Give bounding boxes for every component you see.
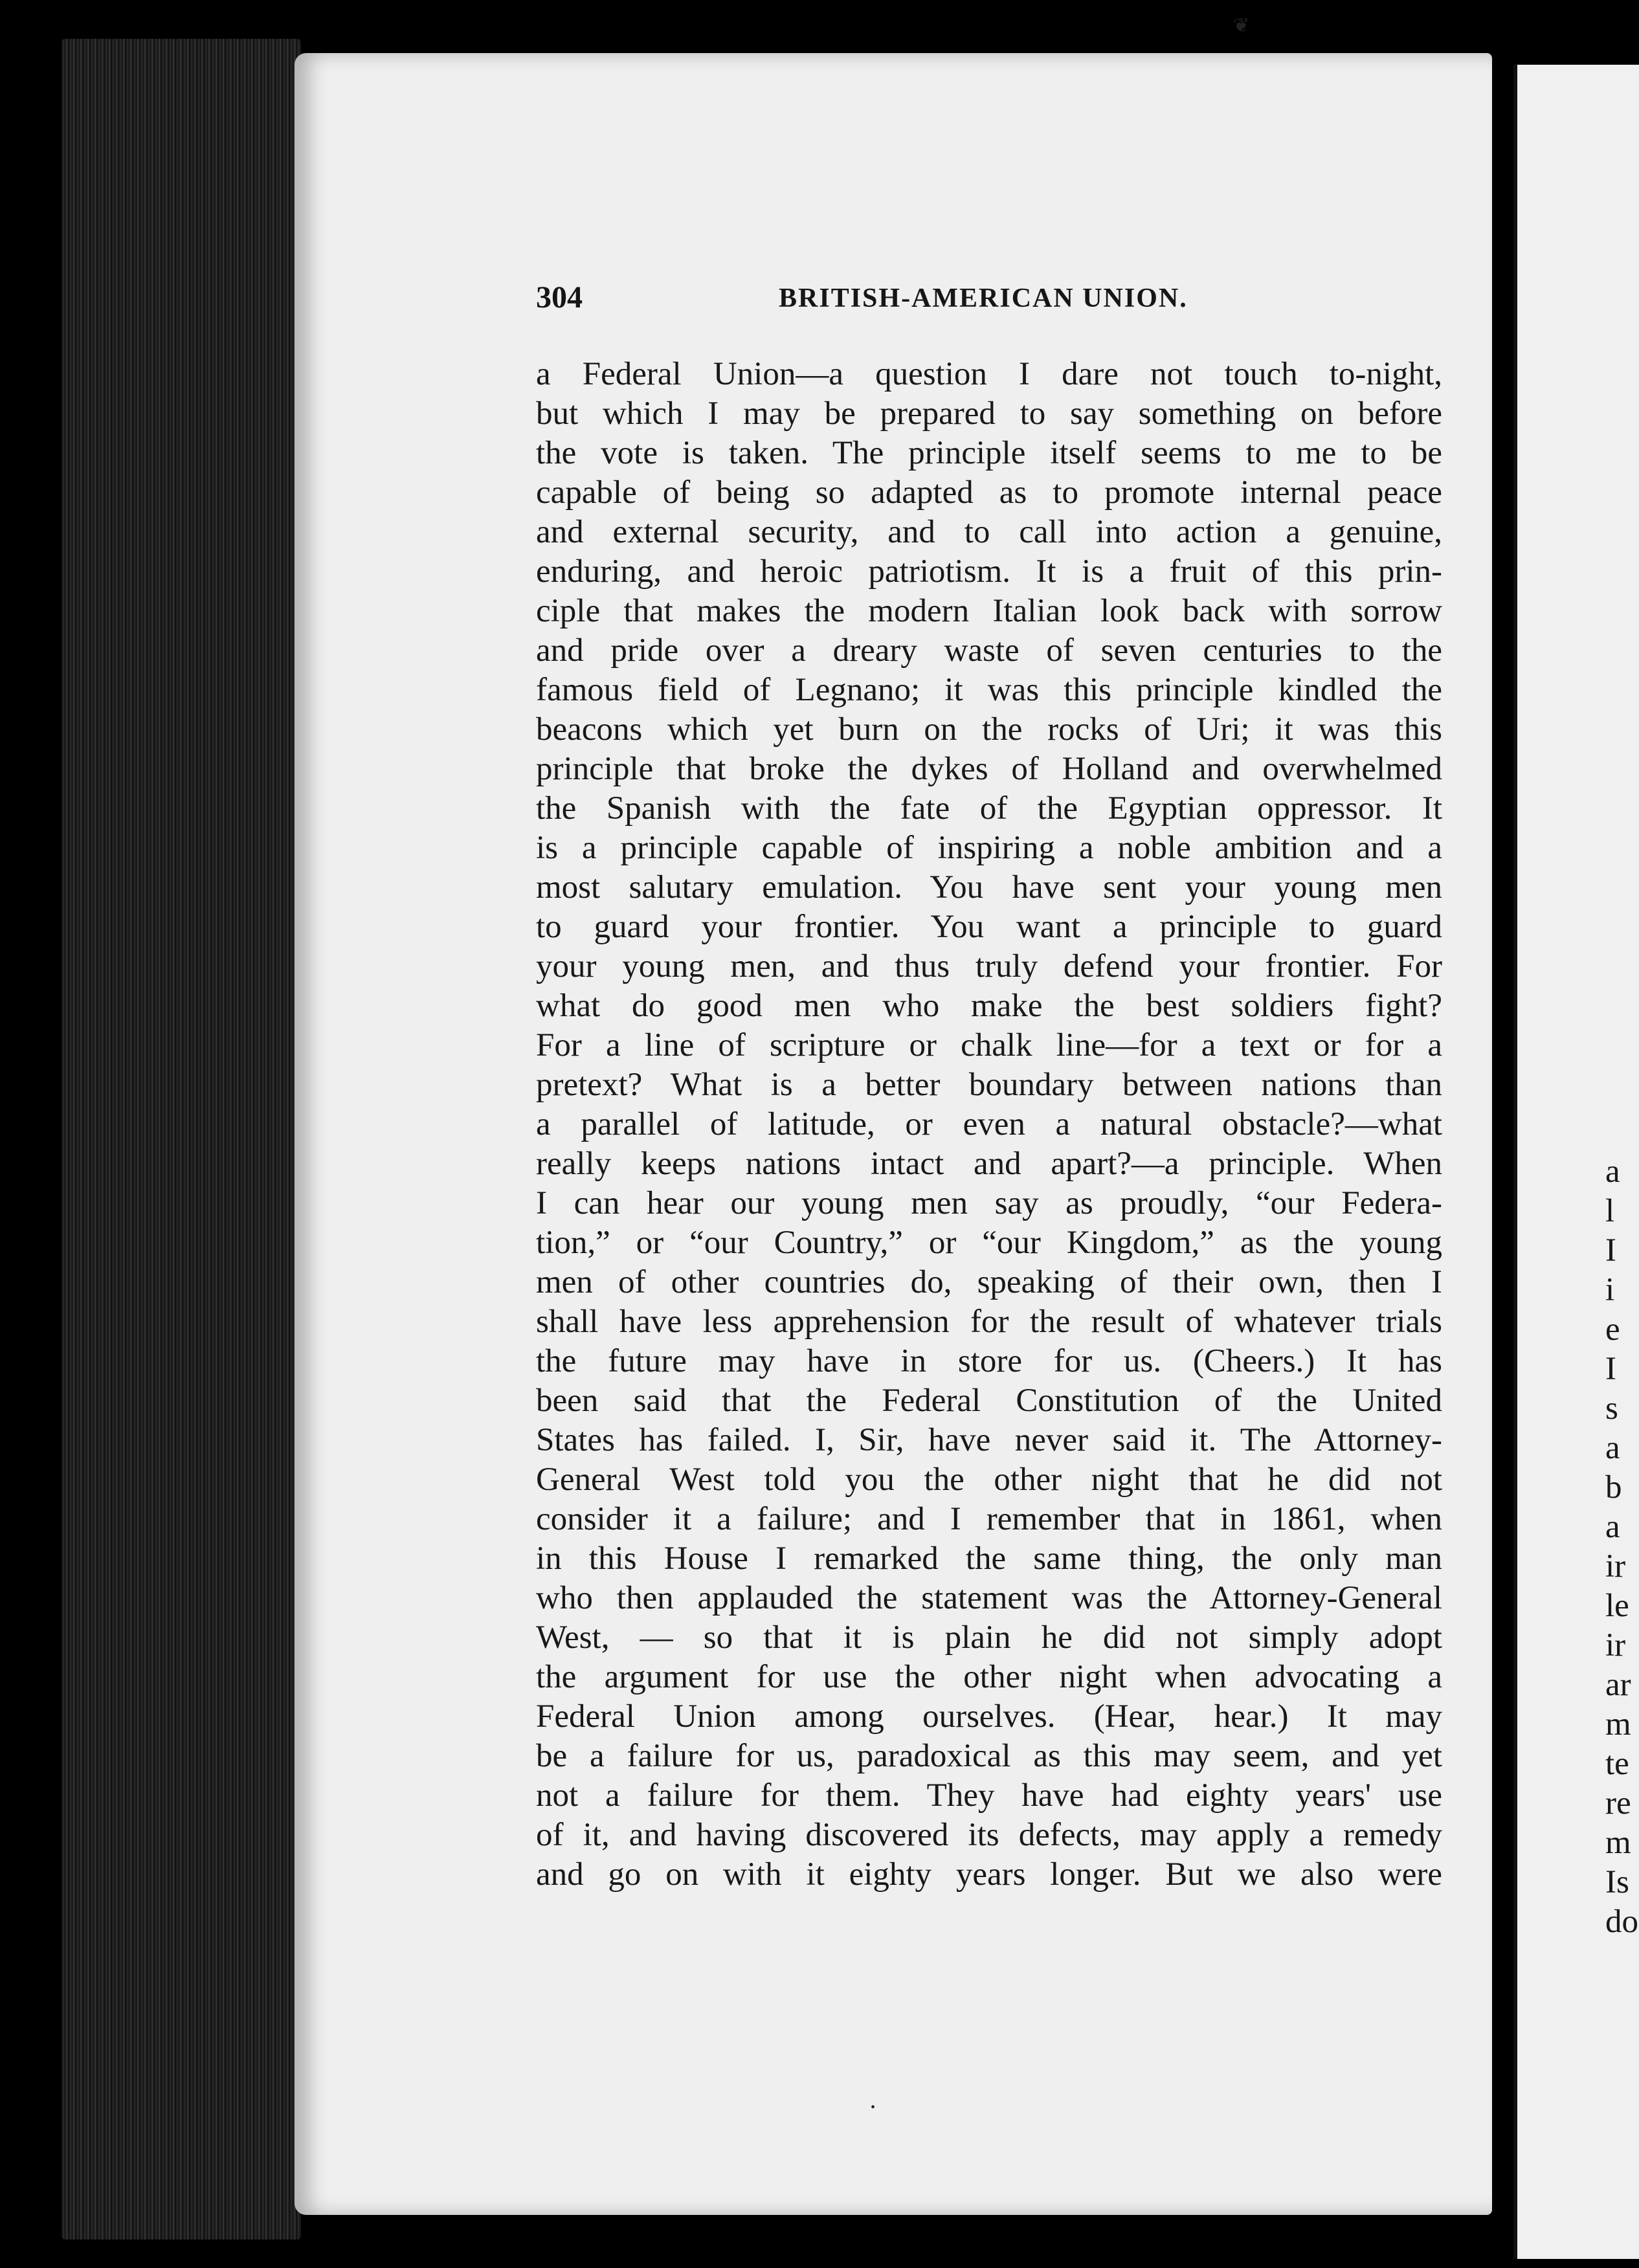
page-block-edge bbox=[61, 39, 301, 2240]
text-line: to guard your frontier. You want a principle to guard bbox=[536, 909, 1442, 945]
facing-page-fragment: l bbox=[1605, 1193, 1615, 1229]
text-line: capable of being so adapted as to promote internal peace bbox=[536, 474, 1442, 511]
facing-page-fragment: le bbox=[1605, 1588, 1629, 1624]
text-line: been said that the Federal Constitution of the United bbox=[536, 1383, 1442, 1419]
facing-page-fragment: do bbox=[1605, 1904, 1638, 1940]
text-line: what do good men who make the best soldiers fight? bbox=[536, 988, 1442, 1024]
text-line: a Federal Union—a question I dare not touch to-night, bbox=[536, 356, 1442, 392]
facing-page-fragment: ir bbox=[1605, 1548, 1626, 1584]
text-line: For a line of scripture or chalk line—for a text or for a bbox=[536, 1027, 1442, 1063]
text-line: enduring, and heroic patriotism. It is a fruit of this prin- bbox=[536, 553, 1442, 590]
facing-page-fragment: te bbox=[1605, 1746, 1629, 1782]
text-line: I can hear our young men say as proudly, “our Federa- bbox=[536, 1185, 1442, 1221]
facing-page-fragment: m bbox=[1605, 1706, 1631, 1742]
facing-page-fragment: e bbox=[1605, 1311, 1620, 1348]
text-line: but which I may be prepared to say something on before bbox=[536, 395, 1442, 432]
text-line: and go on with it eighty years longer. But we also were bbox=[536, 1856, 1442, 1893]
text-line: the argument for use the other night when advocating a bbox=[536, 1659, 1442, 1695]
facing-page-fragment: Is bbox=[1605, 1864, 1629, 1900]
text-line: West, — so that it is plain he did not simply adopt bbox=[536, 1619, 1442, 1656]
facing-page-fragment: ar bbox=[1605, 1667, 1631, 1703]
body-text bbox=[536, 355, 1442, 1895]
text-line: a parallel of latitude, or even a natural obstacle?—what bbox=[536, 1106, 1442, 1142]
text-line: who then applauded the statement was the Attorney-General bbox=[536, 1580, 1442, 1616]
text-line: States has failed. I, Sir, have never said it. The Attorney- bbox=[536, 1422, 1442, 1458]
text-line: and external security, and to call into action a genuine, bbox=[536, 514, 1442, 550]
running-head: BRITISH-AMERICAN UNION. bbox=[779, 284, 1188, 313]
text-line: be a failure for us, paradoxical as this may seem, and yet bbox=[536, 1738, 1442, 1774]
speck-mark: • bbox=[871, 2100, 876, 2115]
text-line: is a principle capable of inspiring a noble ambition and a bbox=[536, 830, 1442, 866]
text-line: pretext? What is a better boundary between nations than bbox=[536, 1067, 1442, 1103]
text-line: principle that broke the dykes of Holland and overwhelmed bbox=[536, 751, 1442, 787]
speck-mark: ❦ bbox=[1233, 15, 1250, 36]
facing-page-fragment: b bbox=[1605, 1469, 1622, 1506]
text-line: your young men, and thus truly defend your frontier. For bbox=[536, 948, 1442, 984]
text-line: beacons which yet burn on the rocks of Uri; it was this bbox=[536, 711, 1442, 748]
facing-page-fragment: a bbox=[1605, 1153, 1620, 1190]
text-line: and pride over a dreary waste of seven centuries to the bbox=[536, 632, 1442, 669]
text-line: the Spanish with the fate of the Egyptian oppressor. It bbox=[536, 790, 1442, 827]
text-line: men of other countries do, speaking of their own, then I bbox=[536, 1264, 1442, 1300]
text-line: not a failure for them. They have had eighty years' use bbox=[536, 1777, 1442, 1814]
page-number: 304 bbox=[536, 280, 583, 315]
text-line: consider it a failure; and I remember that in 1861, when bbox=[536, 1501, 1442, 1537]
text-line: Federal Union among ourselves. (Hear, hear.) It may bbox=[536, 1698, 1442, 1735]
text-line: tion,” or “our Country,” or “our Kingdom,” as the young bbox=[536, 1225, 1442, 1261]
facing-page-fragment: i bbox=[1605, 1272, 1615, 1308]
facing-page-fragment: m bbox=[1605, 1825, 1631, 1861]
facing-page-fragment: a bbox=[1605, 1509, 1620, 1545]
facing-page-fragment: I bbox=[1605, 1232, 1616, 1269]
text-line: ciple that makes the modern Italian look back with sorrow bbox=[536, 593, 1442, 629]
text-line: in this House I remarked the same thing, the only man bbox=[536, 1540, 1442, 1577]
text-line: the vote is taken. The principle itself seems to me to be bbox=[536, 435, 1442, 471]
text-line: General West told you the other night that he did not bbox=[536, 1462, 1442, 1498]
facing-page-fragment: a bbox=[1605, 1430, 1620, 1466]
facing-page-fragment: I bbox=[1605, 1351, 1616, 1387]
text-line: the future may have in store for us. (Cheers.) It has bbox=[536, 1343, 1442, 1379]
text-line: of it, and having discovered its defects, may apply a remedy bbox=[536, 1817, 1442, 1853]
text-line: most salutary emulation. You have sent your young men bbox=[536, 869, 1442, 906]
page-header bbox=[536, 280, 1442, 318]
text-line: famous field of Legnano; it was this principle kindled the bbox=[536, 672, 1442, 708]
facing-page-fragment: re bbox=[1605, 1785, 1631, 1821]
text-line: shall have less apprehension for the result of whatever trials bbox=[536, 1304, 1442, 1340]
facing-page-fragment: ir bbox=[1605, 1627, 1626, 1663]
facing-page-fragment: s bbox=[1605, 1390, 1618, 1427]
text-line: really keeps nations intact and apart?—a principle. When bbox=[536, 1146, 1442, 1182]
